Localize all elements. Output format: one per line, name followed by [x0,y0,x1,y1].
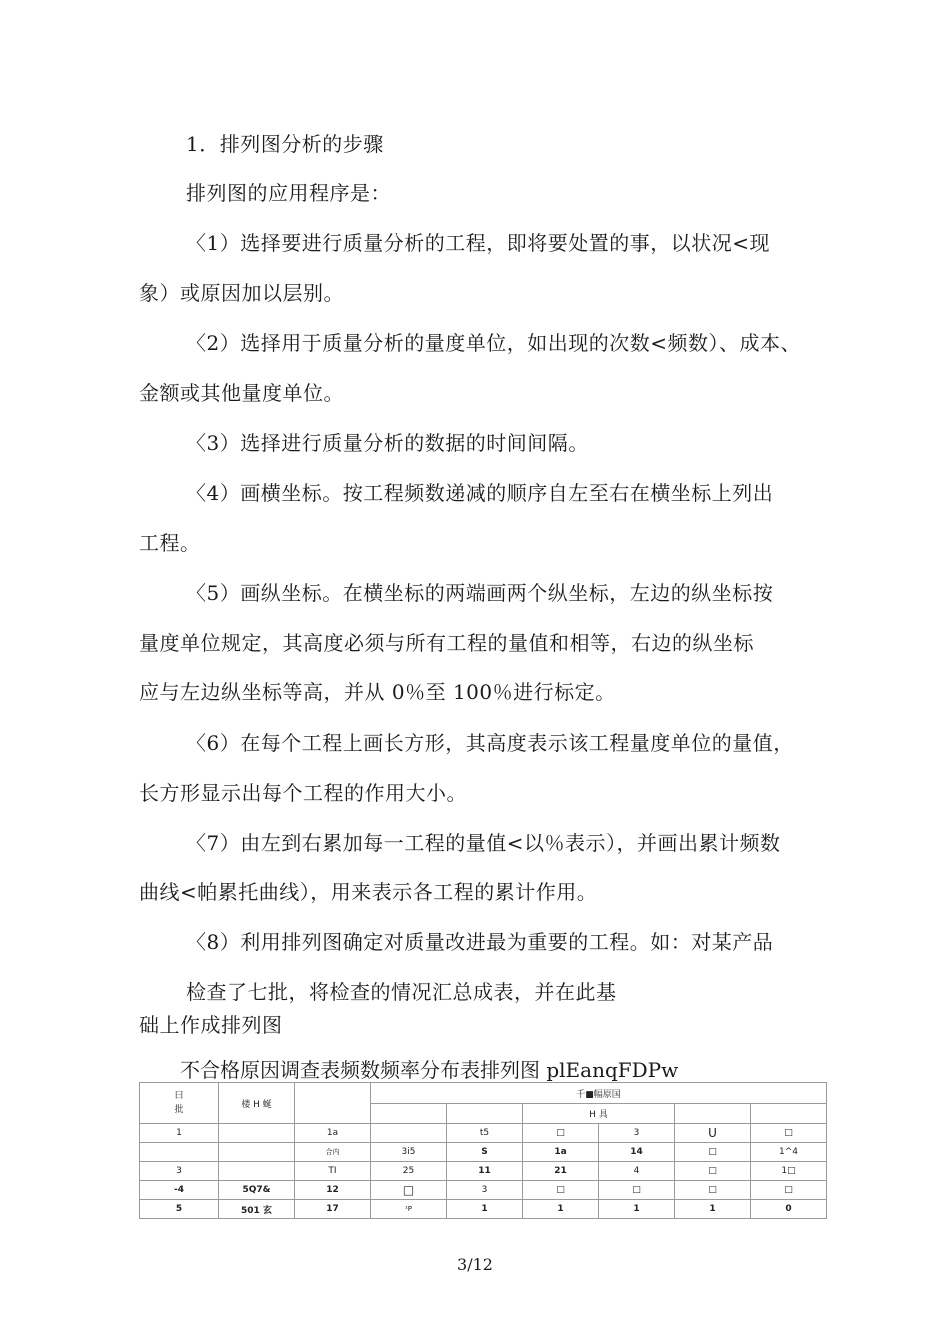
table-cell: 1□ [751,1162,827,1181]
table-row [140,1181,827,1200]
table-cell: □ [675,1162,751,1181]
table-cell: 21 [523,1162,599,1181]
table-cell: TI [295,1162,371,1181]
paragraph-line: 工程。 [139,531,201,555]
table-cell: 3i5 [371,1143,447,1162]
table-cell: 3 [599,1124,675,1143]
header-col3-empty [295,1083,371,1124]
header-batch-cell [140,1083,219,1124]
table-cell: 25 [371,1162,447,1181]
paragraph-line: 〈1）选择要进行质量分析的工程，即将要处置的事，以状况<现 [186,231,770,255]
table-caption: 不合格原因调查表频数频率分布表排列图 plEanqFDPw [180,1058,679,1082]
defect-table [139,1082,827,1219]
table-cell: 1 [523,1200,599,1219]
table-cell: □ [523,1124,599,1143]
subheader-cell [371,1104,447,1124]
table-cell: 17 [295,1200,371,1219]
table-cell: 1^4 [751,1143,827,1162]
table-cell: □ [675,1181,751,1200]
paragraph-line: 〈5）画纵坐标。在横坐标的两端画两个纵坐标，左边的纵坐标按 [186,581,774,605]
table-cell: □ [371,1181,447,1200]
paragraph-line: 〈7）由左到右累加每一工程的量值<以％表示），并画出累计频数 [186,831,781,855]
header-batch-bottom: 批 [174,1105,184,1115]
table-cell: 5 [140,1200,219,1219]
table-cell: 501 玄 [219,1200,295,1219]
section-heading: 1．排列图分析的步骤 [186,132,384,156]
table-cell: t5 [447,1124,523,1143]
paragraph-line: 应与左边纵坐标等高，并从 0％至 100％进行标定。 [139,680,616,704]
table-cell: 3 [447,1181,523,1200]
table-cell [140,1143,219,1162]
paragraph-line: 检查了七批，将检查的情况汇总成表，并在此基 [186,980,617,1004]
paragraph-line: 〈3）选择进行质量分析的数据的时间间隔。 [186,431,589,455]
paragraph-line: 〈4）画横坐标。按工程频数递减的顺序自左至右在横坐标上列出 [186,481,774,505]
table-cell: 4 [599,1162,675,1181]
header-group: 千■幅原国 [371,1083,827,1104]
paragraph-line: 长方形显示出每个工程的作用大小。 [139,781,467,805]
table-cell: U [675,1124,751,1143]
table-cell: 1 [675,1200,751,1219]
table-cell: □ [523,1181,599,1200]
paragraph-line: 象）或原因加以层别。 [139,281,344,305]
subheader-cell [751,1104,827,1124]
paragraph-line: 量度单位规定，其高度必须与所有工程的量值和相等，右边的纵坐标 [139,631,754,655]
subheader-cell [447,1104,523,1124]
table-cell: 合内 [295,1143,371,1162]
table-cell: 5Q7& [219,1181,295,1200]
table-cell: -4 [140,1181,219,1200]
table-cell: 1a [523,1143,599,1162]
header-col2: 楼 H 蜒 [219,1083,295,1124]
table-cell: 12 [295,1181,371,1200]
table-row [140,1124,827,1143]
table-cell: 1 [599,1200,675,1219]
table-row [140,1143,827,1162]
table-cell: 1 [140,1124,219,1143]
page-number: 3/12 [457,1255,493,1274]
table-cell: 11 [447,1162,523,1181]
paragraph-line: 〈8）利用排列图确定对质量改进最为重要的工程。如：对某产品 [186,930,774,954]
table-cell: 1 [447,1200,523,1219]
table-cell: 14 [599,1143,675,1162]
subheader-cell [675,1104,751,1124]
table-cell: □ [751,1181,827,1200]
table-cell: 1a [295,1124,371,1143]
subheader-label: H 具 [523,1104,675,1124]
paragraph-line: 排列图的应用程序是： [186,181,391,205]
table-row [140,1162,827,1181]
table-cell: 3 [140,1162,219,1181]
table-cell: □ [675,1143,751,1162]
paragraph-line: 〈6）在每个工程上画长方形，其高度表示该工程量度单位的量值， [186,731,794,755]
table-cell [371,1124,447,1143]
table-cell: □ [599,1181,675,1200]
table-cell: S [447,1143,523,1162]
table-cell: ¹P [371,1200,447,1219]
table-header-row [140,1083,827,1104]
table-cell: 0 [751,1200,827,1219]
header-batch-top: 曰 [174,1091,184,1101]
table-cell [219,1124,295,1143]
table-cell [219,1143,295,1162]
table-cell [219,1162,295,1181]
table-cell: □ [751,1124,827,1143]
table-row [140,1200,827,1219]
paragraph-line: 金额或其他量度单位。 [139,381,344,405]
paragraph-line: 础上作成排列图 [139,1013,283,1037]
paragraph-line: 〈2）选择用于质量分析的量度单位，如出现的次数<频数）、成本、 [186,331,801,355]
paragraph-line: 曲线<帕累托曲线），用来表示各工程的累计作用。 [139,880,598,904]
